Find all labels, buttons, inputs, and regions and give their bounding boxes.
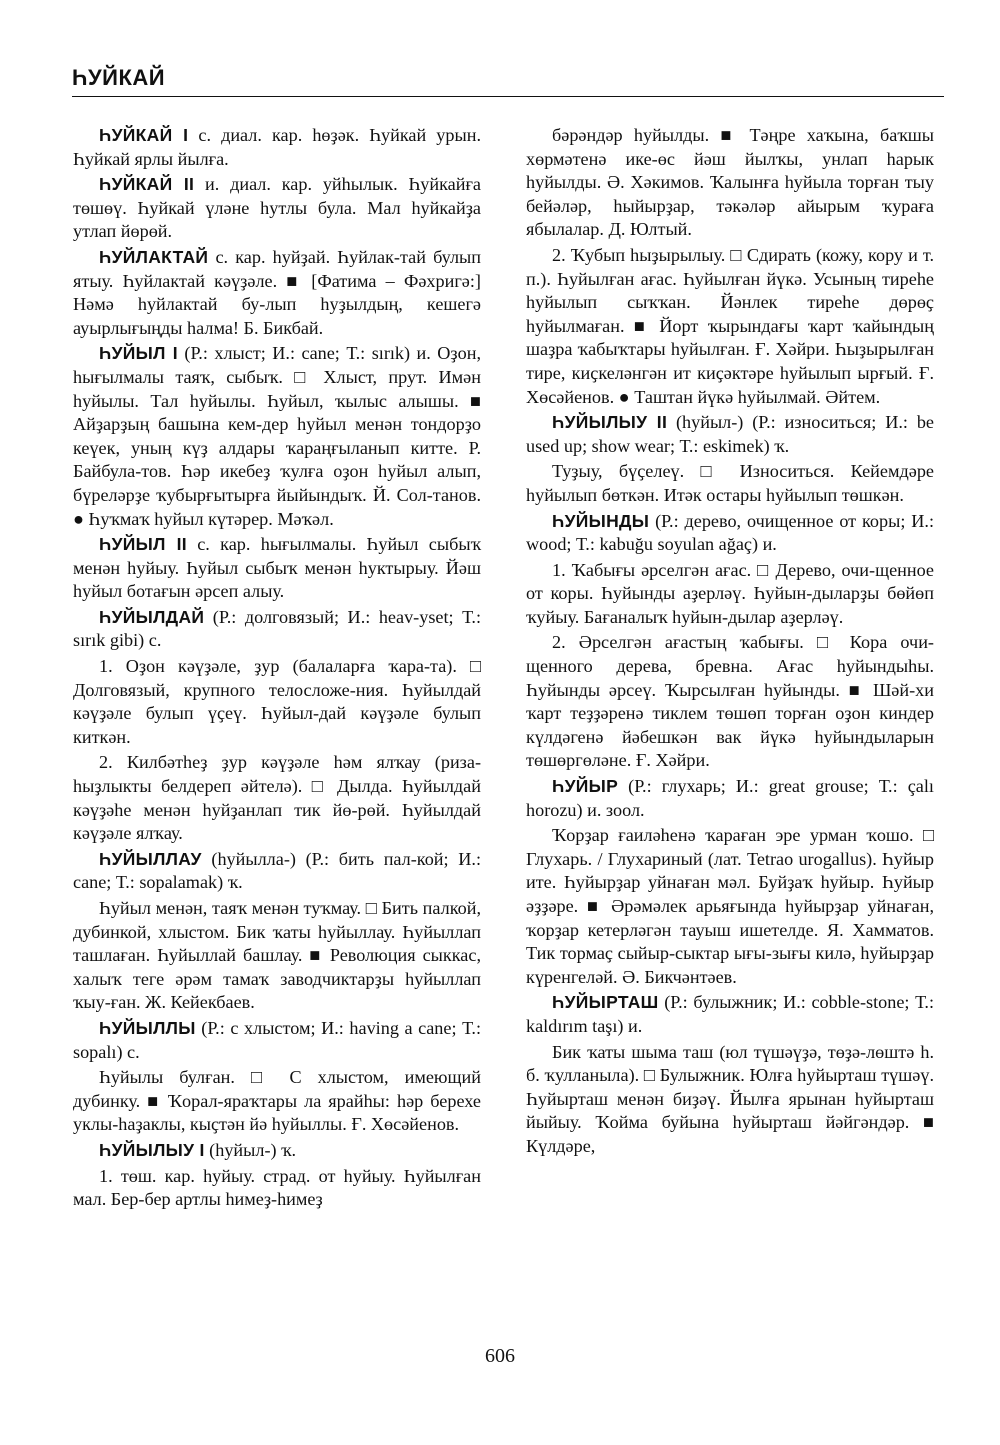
entry [73,342,481,531]
entry-body: (Р.: дерево, очищенное от коры; И.: wood; Т.: kabuğu soyulan ağaç) и. [526,510,934,555]
entry [526,991,934,1038]
entry-headword: ҺУЙЫЛЛЫ [99,1017,196,1038]
entry-headword: ҺУЙЫЛДАЙ [99,606,205,627]
entry [526,411,934,458]
entry [73,533,481,604]
left-column [73,124,481,1214]
sense-body: Бик ҡаты шыма таш (юл түшәүҙә, төҙә-лөштә һ. б. ҡулланыла). □ Булыжник. Юлға һуйырташ түшәү. Һуйырташ менән биҙәү. Йылға ярынан һуйырташ йыйыу. Ҡойма буйына һуйырташ йәйгәндәр. ■ Күлдәре, [526,1041,934,1156]
entry-headword: ҺУЙЫНДЫ [552,510,650,531]
entry [73,606,481,653]
entry-body: с. диал. кар. һөҙәк. Һуйкай урын. Һуйкай ярлы йылға. [73,125,481,169]
sense-body: 1. Ҡабығы әрселгән ағас. □ Дерево, очи-щенное от коры. Һуйынды аҙерләү. Һуйын-дыларҙы бөйөп ҡуйыу. Бағаналыҡ һуйын-дылар аҙерләү. [526,559,934,627]
sense-body: Һуйыл менән, таяҡ менән туҡмау. □ Бить палкой, дубинкой, хлыстом. Бик ҡаты һуйыллау. Һуйыллап ташлаған. Һуйыллай башлау. ■ Революция сыккас, халыҡ теге әрәм тамаҡ заводчиктарҙы һуйыллап ҡыу-ған. Ж. Кейекбаев. [73,898,481,1013]
entry [526,775,934,822]
entry-body: с. кар. һуйҙай. Һуйлак-тай булып ятыу. Һуйлактай кәүҙәле. ■ [Фатима – Фәхригә:] Нәмә һуйлактай бу-лып һуҙылдың, кешегә ауырлығыңды һалма! Б. Бикбай. [73,246,481,338]
entry-headword: ҺУЙКАЙ II [99,174,195,195]
entry-body: (һуйылла-) (Р.: бить пал-кой; И.: cane; Т.: sopalamak) ҡ. [73,848,481,893]
sense-body: Туҙыу, бүҫелеү. □ Износиться. Кейемдәре һуйылып бөткән. Итәк остары һуйылып төшкән. [526,461,934,505]
sense-body: 2. Килбәтһеҙ ҙур кәүҙәле һәм ялҡау (риза-һыҙлыкты белдереп әйтелә). □ Дылда. Һуйылдай кәүҙәһе менән һуйҙанлап тик йө-рөй. Һуйылдай кәүҙәле ялҡау. [73,752,481,844]
entry-headword: ҺУЙЫР [552,776,619,797]
sense [526,559,934,630]
entry-body: (һуйыл-) (Р.: износиться; И.: be used up; show wear; Т.: eskimek) ҡ. [526,412,934,456]
entry-headword: ҺУЙЫЛЫУ I [99,1139,205,1160]
sense-body: Ҡорҙар ғаиләһенә ҡараған эре урман ҡошо. □ Глухарь. / Глухариный (лат. Tetrao urogallus). Һуйыр ите. Һуйырҙар уйнаған мәл. Буйҙаҡ һуйыр. Һуйыр әҙҙәре. ■ Әрәмәлек арьяғында һуйырҙар уйнаған, ҡорҙар кетерләгән тауыш ишетелде. Я. Хамматов. Тик тормаҫ сыйыр-сыктар ығы-зығы килә, һуйырҙар күренгеләй. Ә. Бикчәнтәев. [526,825,934,987]
sense [526,824,934,989]
page-number: 606 [485,1345,515,1367]
sense [73,1165,481,1212]
running-head-title: ҺУЙКАЙ [72,65,166,90]
sense [526,1041,934,1159]
entry-headword: ҺУЙЫЛ II [99,534,187,555]
sense [73,751,481,845]
sense-body: 1. Оҙон кәүҙәле, ҙур (балаларға ҡара-та). □ Долговязый, крупного телосложе-ния. Һуйылдай кәүҙәле булып үҫеү. Һуйыл-дай кәүҙәле булып киткән. [73,656,481,747]
entry-body: (һуйыл-) ҡ. [204,1139,297,1160]
entry-body: с. кар. һығылмалы. Һуйыл сыбыҡ менән һуйыу. Һуйыл сыбыҡ менән һуктырыу. Йәш һуйыл ботағын әрсеп алыу. [73,534,481,602]
sense-body: бәрәндәр һуйылды. ■ Тәңре хаҡына, баҡшы хөрмәтенә ике-өс йәш йылҡы, унлап һарык һуйылды. Ә. Хәкимов. Ҡалынға һуйыла торған тыу бейәләр, һыйырҙар, тәкәләр айырым ҡураға ябылалар. Д. Юлтый. [526,125,934,240]
sense-body: 1. төш. кар. һуйыу. страд. от һуйыу. Һуйылған мал. Бер-бер артлы һимеҙ-һимеҙ [73,1165,481,1210]
entry [73,1139,481,1163]
sense [73,655,481,749]
entry-headword: ҺУЙЫЛЛАУ [99,848,202,869]
entry-headword: ҺУЙЛАКТАЙ [99,246,209,267]
entry-body: (Р.: булыжник; И.: cobble-stone; Т.: kaldırım taşı) и. [526,992,934,1036]
right-column [526,124,934,1161]
entry [73,848,481,895]
entry-headword: ҺУЙКАЙ I [99,125,189,145]
sense [526,460,934,507]
entry [73,124,481,171]
entry-headword: ҺУЙЫЛ I [99,343,178,364]
sense-body: Һуйылы булған. □ С хлыстом, имеющий дубинку. ■ Ҡорал-яраҡтары ла ярайһы: һәр берехе уклы-һаҙаклы, кыҫтән йә һуйыллы. Ғ. Хөсәйенов. [73,1067,481,1135]
sense-body: 2. Әрселгән ағастың ҡабығы. □ Кора очи-щенного дерева, бревна. Ағас һуйындыһы. Һуйынды әрсеү. Ҡырсылған һуйынды. ■ Шәй-хи ҡарт теҙҙәренә тиклем төшөп торған оҙон киндер күлдәгенә йәбешкән вак йүкә һуйындыларын төшөргөләне. Ғ. Хәйри. [526,632,934,771]
entry-body: и. диал. кар. уйһылык. Һуйкайға төшөү. Һуйкай үләне һутлы була. Мал һуйкайҙа утлап йөрөй. [73,174,481,242]
entry [73,1017,481,1064]
entry [73,246,481,340]
sense [526,124,934,242]
entry-headword: ҺУЙЫРТАШ [552,992,659,1013]
sense [526,244,934,409]
running-header [72,58,944,97]
sense [73,1066,481,1137]
entry [526,510,934,557]
entry-body: (Р.: глухарь; И.: great grouse; Т.: çalı horozu) и. зоол. [526,776,934,820]
entry-body: (Р.: долговязый; И.: heav-yset; Т.: sırık gibi) с. [73,606,481,651]
entry-body: (Р.: с хлыстом; И.: having a cane; Т.: sopalı) с. [73,1017,481,1062]
sense [73,897,481,1015]
entry-body: (Р.: хлыст; И.: cane; Т.: sırık) и. Оҙон, һығылмалы таяҡ, сыбыҡ. □ Хлыст, прут. Имән һуйылы. Тал һуйылы. Һуйыл, ҡылыс алышы. ■ Айҙарҙың башына кем-дер һуйыл менән тондорҙо кеүек, уның күҙ алдары ҡараңғыланып китте. Р. Байбула-тов. Һәр икебеҙ ҡулға оҙон һуйыл алып, бүреләрҙе ҡубырғытырға йыйындыҡ. Й. Сол-танов. ● Һуҡмаҡ һуйыл күтәрер. Мәҡәл. [73,343,481,529]
entry [73,173,481,244]
entry-headword: ҺУЙЫЛЫУ II [552,412,668,433]
sense [526,631,934,773]
sense-body: 2. Ҡубып һыҙырылыу. □ Сдирать (кожу, кору и т. п.). Һуйылған ағас. Һуйылған йүкә. Усының тиреһе һуйылып сыҡҡан. Йәнлек тиреһе дөрөҫ һуйылмаған. ■ Йорт ҡырындағы ҡарт ҡайындың шаҙра ҡабыҡтары һуйылған. Ғ. Хәйри. Һыҙырылған тире, киҫкеләнгән ит киҫәктәре һуйылып ырғый. Ғ. Хөсәйенов. ● Таштан йүкә һуйылмай. Әйтем. [526,244,934,407]
